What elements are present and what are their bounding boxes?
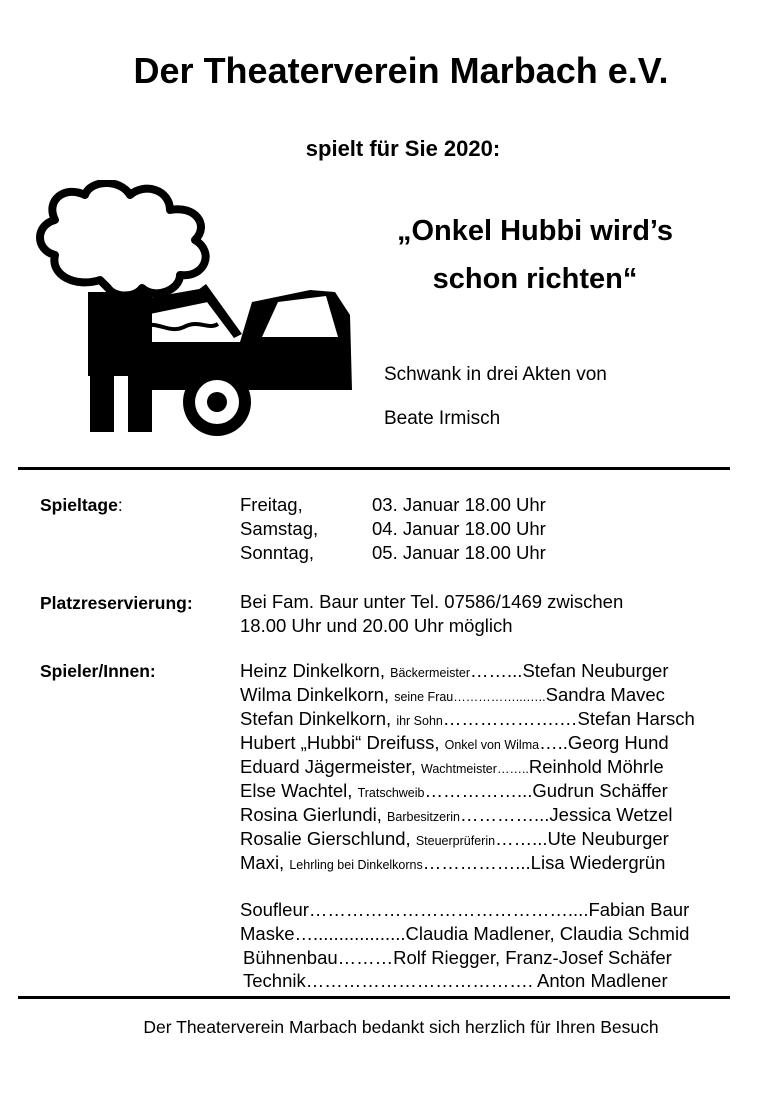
footer-text: Der Theaterverein Marbach bedankt sich herzlich für Ihren Besuch [143, 1017, 659, 1037]
schedule-date-2: 04. Januar 18.00 Uhr [372, 518, 546, 539]
reservation-line2: 18.00 Uhr und 20.00 Uhr möglich [240, 615, 513, 636]
cast-row: Stefan Dinkelkorn, ihr Sohn……………….…Stefan Harsch [240, 708, 695, 729]
smoke-cloud-icon [40, 183, 206, 296]
play-author: Beate Irmisch [384, 408, 501, 429]
cast-row: Eduard Jägermeister, Wachtmeister……..Reinhold Möhrle [240, 756, 664, 777]
bottom-divider [18, 996, 730, 999]
crew-row: Technik………………………………. Anton Madlener [243, 970, 668, 991]
play-title-line2: schon richten“ [432, 263, 638, 295]
schedule-day-2: Samstag, [240, 518, 319, 539]
play-genre: Schwank in drei Akten von [384, 364, 607, 385]
cast-row: Rosalie Gierschlund, Steuerprüferin……...Ute Neuburger [240, 828, 669, 849]
cast-row: Heinz Dinkelkorn, Bäckermeister……...Stefan Neuburger [240, 660, 669, 681]
schedule-day-1: Freitag, [240, 494, 303, 515]
schedule-label: Spieltage: [40, 495, 123, 515]
page-subtitle: spielt für Sie 2020: [305, 136, 501, 161]
cast-row: Maxi, Lehrling bei Dinkelkorns……………...Lisa Wiedergrün [240, 852, 666, 873]
reservation-line1: Bei Fam. Baur unter Tel. 07586/1469 zwischen [240, 591, 624, 612]
crew-row: Soufleur……………………………………....Fabian Baur [240, 899, 690, 920]
cast-row: Wilma Dinkelkorn, seine Frau……………...…..Sandra Mavec [240, 684, 665, 705]
cast-row: Hubert „Hubbi“ Dreifuss, Onkel von Wilma…..Georg Hund [240, 732, 669, 753]
page-title: Der Theaterverein Marbach e.V. [133, 50, 669, 91]
reservation-label: Platzreservierung: [40, 593, 193, 613]
cast-label: Spieler/Innen: [40, 661, 156, 681]
cast-row: Else Wachtel, Tratschweib……………...Gudrun Schäffer [240, 780, 668, 801]
cast-row: Rosina Gierlundi, Barbesitzerin…………...Jessica Wetzel [240, 804, 673, 825]
crew-row: Bühnenbau………Rolf Riegger, Franz-Josef Schäfer [243, 947, 672, 968]
schedule-date-3: 05. Januar 18.00 Uhr [372, 542, 546, 563]
play-title-line1: „Onkel Hubbi wird’s [396, 215, 674, 247]
crew-row: Maske…..................Claudia Madlener, Claudia Schmid [240, 923, 690, 944]
schedule-date-1: 03. Januar 18.00 Uhr [372, 494, 546, 515]
man-with-smoking-car-icon [30, 180, 365, 445]
schedule-day-3: Sonntag, [240, 542, 315, 563]
top-divider [18, 467, 730, 470]
